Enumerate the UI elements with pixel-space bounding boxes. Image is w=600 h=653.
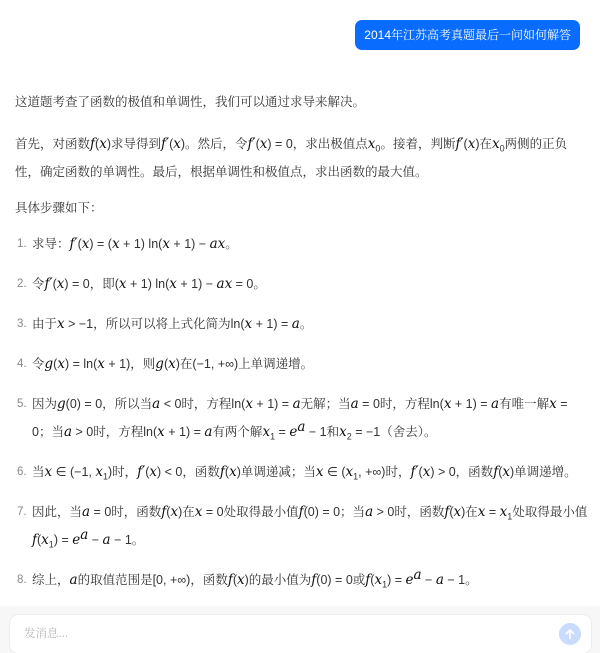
step-item <box>15 498 590 554</box>
assistant-answer <box>15 88 590 606</box>
step-number: 7. <box>17 506 27 518</box>
step-number: 3. <box>17 318 27 330</box>
step-item <box>15 350 590 378</box>
step-item <box>15 458 590 486</box>
step-item <box>15 230 590 258</box>
step-number: 6. <box>17 466 27 478</box>
send-button[interactable] <box>559 623 581 645</box>
step-item <box>15 310 590 338</box>
step-item <box>15 390 590 446</box>
step-text: 由于x > −1，所以可以将上式化简为ln(x + 1) = a。 <box>32 316 313 332</box>
step-text: 令g(x) = ln(x + 1)，则g(x)在(−1, +∞)上单调递增。 <box>32 356 314 372</box>
step-number: 1. <box>17 238 27 250</box>
step-text: 当x ∈ (−1, $x_1$)时，f′(x) < 0，函数f(x)单调递减；当x ∈ ($x_1$, +∞)时，f′(x) > 0，函数f(x)单调递增。 <box>32 464 577 482</box>
answer-intro: 这道题考查了函数的极值和单调性，我们可以通过求导来解决。 <box>15 95 366 109</box>
step-text: 因为g(0) = 0，所以当a < 0时，方程ln(x + 1) = a无解；当a = 0时，方程ln(x + 1) = a有唯一解x = 0；当a > 0时，方程ln(x + 1) = a有两个解$x_1 = e^a - 1$和$x_2 = -1$（舍去）。 <box>32 396 568 442</box>
step-text: 因此，当a = 0时，函数f(x)在x = 0处取得最小值f(0) = 0；当a > 0时，函数f(x)在$x = x_1$处取得最小值$f(x_1) = e^a - a - 1$。 <box>32 504 588 550</box>
composer-area <box>0 606 600 653</box>
step-number: 4. <box>17 358 27 370</box>
step-item <box>15 270 590 298</box>
user-message-row <box>355 20 580 50</box>
step-item <box>15 566 590 594</box>
step-text: 综上，a的取值范围是[0, +∞)，函数f(x)的最小值为f(0) = 0或$f(x_1) = e^a - a - 1$。 <box>32 566 478 590</box>
arrow-up-icon <box>564 628 576 640</box>
step-number: 8. <box>17 574 27 586</box>
step-text: 令f′(x) = 0，即(x + 1) ln(x + 1) − ax = 0。 <box>32 276 266 292</box>
steps-heading: 具体步骤如下： <box>15 201 103 215</box>
composer-box[interactable] <box>9 614 592 653</box>
step-number: 2. <box>17 278 27 290</box>
user-message-bubble: 2014年江苏高考真题最后一问如何解答 <box>355 20 580 50</box>
step-text: 求导：f′(x) = (x + 1) ln(x + 1) − ax。 <box>32 236 238 252</box>
approach-seg: 首先，对函数 <box>15 137 91 151</box>
step-number: 5. <box>17 398 27 410</box>
steps-list <box>15 230 590 594</box>
answer-approach: 首先，对函数f(x)求导得到f′(x)。然后，令f′(x) = 0，求出极值点$x_0$。接着，判断f′(x)在$x_0$两侧的正负性，确定函数的单调性。最后，根据单调性和极值点，求出函数的最大值。 <box>15 136 568 179</box>
message-input[interactable] <box>24 624 544 644</box>
